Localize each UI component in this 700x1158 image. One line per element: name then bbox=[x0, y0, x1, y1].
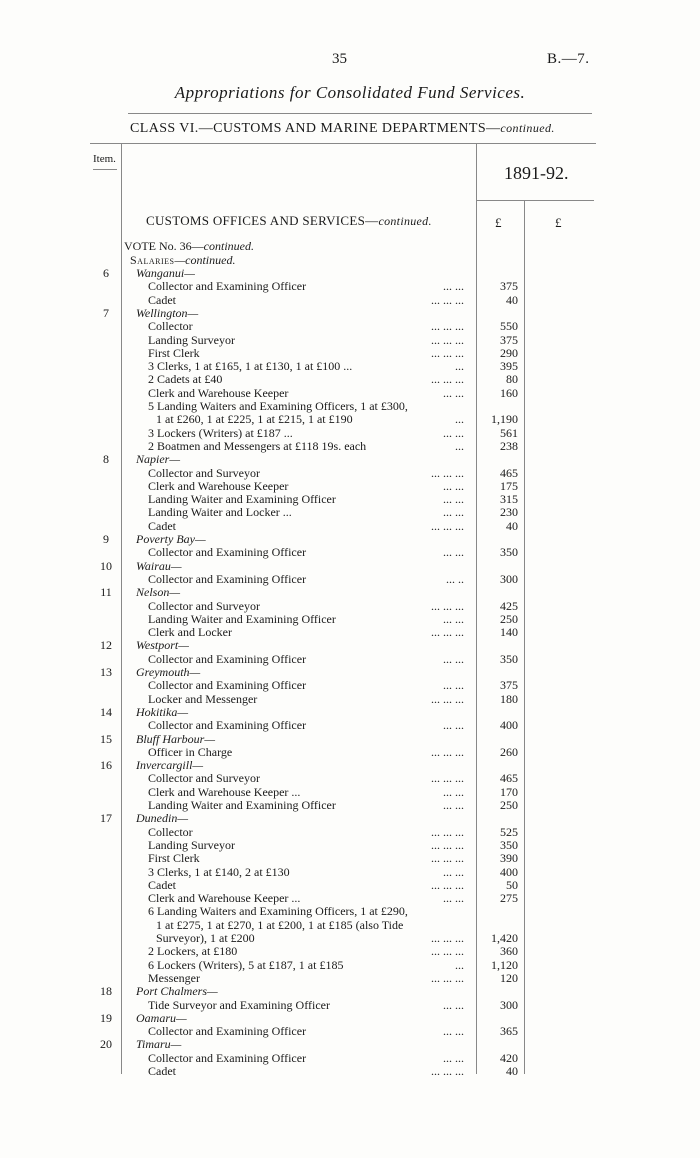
position-description: Clerk and Locker bbox=[148, 625, 232, 640]
item-column-header: Item. bbox=[93, 153, 116, 165]
item-row bbox=[0, 453, 700, 466]
item-row bbox=[0, 560, 700, 573]
item-row bbox=[0, 1012, 700, 1025]
leader-dots: ... ... ... bbox=[431, 877, 464, 892]
leader-dots: ... bbox=[455, 957, 464, 972]
table-row bbox=[0, 719, 700, 732]
position-description: Clerk and Warehouse Keeper bbox=[148, 385, 289, 400]
table-row bbox=[0, 879, 700, 892]
position-description: 6 Landing Waiters and Examining Officers, 1 at £290, bbox=[148, 904, 408, 919]
leader-dots: ... bbox=[455, 412, 464, 427]
station-name: Westport— bbox=[136, 638, 189, 653]
station-name: Wellington— bbox=[136, 305, 199, 320]
salary-amount: 425 bbox=[500, 598, 518, 613]
item-row bbox=[0, 267, 700, 280]
salary-amount: 260 bbox=[500, 744, 518, 759]
item-number: 14 bbox=[100, 704, 112, 719]
table-row bbox=[0, 600, 700, 613]
position-description: Landing Waiter and Examining Officer bbox=[148, 611, 336, 626]
position-description: Cadet bbox=[148, 1064, 176, 1078]
class-heading bbox=[130, 121, 555, 137]
salary-amount: 40 bbox=[506, 1064, 518, 1078]
salary-amount: 1,120 bbox=[491, 957, 518, 972]
item-row bbox=[0, 1038, 700, 1051]
leader-dots: ... ... ... bbox=[431, 851, 464, 866]
position-description: Collector and Examining Officer bbox=[148, 678, 307, 693]
leader-dots: ... ... ... bbox=[431, 931, 464, 945]
leader-dots: ... ... bbox=[443, 505, 464, 520]
position-description: 1 at £260, 1 at £225, 1 at £215, 1 at £190 bbox=[156, 412, 353, 427]
salary-amount: 290 bbox=[500, 345, 518, 360]
table-row bbox=[0, 626, 700, 639]
position-description: 5 Landing Waiters and Examining Officers, 1 at £300, bbox=[148, 399, 408, 413]
leader-dots: ... ... ... bbox=[431, 332, 464, 347]
table-row bbox=[0, 573, 700, 586]
station-name: Invercargill— bbox=[136, 758, 204, 773]
leader-dots: ... ... ... bbox=[431, 598, 464, 613]
table-row bbox=[0, 467, 700, 480]
title-rule bbox=[128, 113, 592, 114]
station-name: Wairau— bbox=[136, 558, 182, 573]
salary-amount: 350 bbox=[500, 545, 518, 560]
station-name: Oamaru— bbox=[136, 1010, 187, 1025]
salary-amount: 1,420 bbox=[491, 931, 518, 945]
salary-amount: 465 bbox=[500, 465, 518, 480]
position-description: Landing Waiter and Locker ... bbox=[148, 505, 292, 520]
position-description: Clerk and Warehouse Keeper ... bbox=[148, 891, 301, 906]
table-row bbox=[0, 999, 700, 1012]
item-row bbox=[0, 586, 700, 599]
position-description: Collector and Examining Officer bbox=[148, 718, 307, 733]
table-row bbox=[0, 959, 700, 972]
leader-dots: ... ... bbox=[443, 1024, 464, 1039]
salary-amount: 350 bbox=[500, 651, 518, 666]
table-row bbox=[0, 413, 700, 426]
table-row bbox=[0, 294, 700, 307]
class-rule bbox=[90, 143, 596, 144]
leader-dots: ... ... bbox=[443, 718, 464, 733]
salary-amount: 550 bbox=[500, 319, 518, 334]
position-description: Collector and Examining Officer bbox=[148, 279, 307, 294]
table-row bbox=[0, 919, 700, 932]
leader-dots: ... ... ... bbox=[431, 1064, 464, 1078]
currency-symbol-detail: £ bbox=[495, 215, 502, 230]
item-number: 6 bbox=[103, 266, 109, 280]
station-name: Dunedin— bbox=[136, 811, 188, 826]
salary-amount: 375 bbox=[500, 279, 518, 294]
salary-amount: 400 bbox=[500, 864, 518, 879]
salary-amount: 390 bbox=[500, 851, 518, 866]
salary-amount: 180 bbox=[500, 691, 518, 706]
table-row bbox=[0, 613, 700, 626]
item-row bbox=[0, 706, 700, 719]
class-heading-text: CLASS VI.—CUSTOMS AND MARINE DEPARTMENTS— bbox=[130, 121, 501, 136]
document-reference: B.—7. bbox=[547, 51, 590, 67]
position-description: Landing Surveyor bbox=[148, 837, 235, 852]
leader-dots: ... ... ... bbox=[431, 691, 464, 706]
table-row bbox=[0, 826, 700, 839]
leader-dots: ... bbox=[455, 359, 464, 374]
table-row bbox=[0, 546, 700, 559]
table-row bbox=[0, 1052, 700, 1065]
item-number: 18 bbox=[100, 984, 112, 999]
item-row bbox=[0, 307, 700, 320]
leader-dots: ... ... bbox=[443, 279, 464, 294]
leader-dots: ... ... bbox=[443, 997, 464, 1012]
table-row bbox=[0, 945, 700, 958]
station-name: Poverty Bay— bbox=[136, 532, 206, 546]
leader-dots: ... ... bbox=[443, 864, 464, 879]
item-row bbox=[0, 759, 700, 772]
salary-amount: 230 bbox=[500, 505, 518, 520]
page-number: 35 bbox=[332, 51, 347, 67]
position-description: Locker and Messenger bbox=[148, 691, 258, 706]
position-description: Collector and Examining Officer bbox=[148, 545, 307, 560]
salary-amount: 250 bbox=[500, 798, 518, 812]
table-row bbox=[0, 400, 700, 413]
table-row bbox=[0, 786, 700, 799]
item-number: 13 bbox=[100, 665, 112, 679]
leader-dots: ... bbox=[455, 438, 464, 453]
salary-amount: 561 bbox=[500, 425, 518, 440]
position-description: Collector and Examining Officer bbox=[148, 571, 307, 586]
position-description: 2 Lockers, at £180 bbox=[148, 944, 238, 959]
table-row bbox=[0, 972, 700, 985]
salary-amount: 120 bbox=[500, 970, 518, 985]
position-description: Landing Surveyor bbox=[148, 332, 235, 347]
leader-dots: ... ... ... bbox=[431, 944, 464, 959]
table-row bbox=[0, 506, 700, 519]
item-number: 9 bbox=[103, 532, 109, 546]
leader-dots: ... ... ... bbox=[431, 372, 464, 387]
salary-amount: 365 bbox=[500, 1024, 518, 1039]
position-description: 3 Clerks, 1 at £140, 2 at £130 bbox=[148, 864, 290, 879]
station-name: Nelson— bbox=[136, 585, 181, 600]
salary-amount: 175 bbox=[500, 478, 518, 493]
leader-dots: ... ... bbox=[443, 611, 464, 626]
section-heading-continued: continued. bbox=[378, 214, 432, 228]
table-row bbox=[0, 493, 700, 506]
leader-dots: ... ... bbox=[443, 891, 464, 906]
table-row bbox=[0, 440, 700, 453]
table-row bbox=[0, 932, 700, 945]
table-row bbox=[0, 520, 700, 533]
leader-dots: ... ... bbox=[443, 798, 464, 812]
salary-amount: 360 bbox=[500, 944, 518, 959]
station-name: Greymouth— bbox=[136, 665, 201, 679]
position-description: Collector and Surveyor bbox=[148, 771, 260, 786]
position-description: First Clerk bbox=[148, 851, 200, 866]
position-description: Collector bbox=[148, 824, 193, 839]
salary-amount: 400 bbox=[500, 718, 518, 733]
position-description: 2 Cadets at £40 bbox=[148, 372, 223, 387]
salary-amount: 420 bbox=[500, 1050, 518, 1065]
leader-dots: ... ... ... bbox=[431, 837, 464, 852]
table-row bbox=[0, 892, 700, 905]
position-description: Collector and Surveyor bbox=[148, 465, 260, 480]
salary-amount: 465 bbox=[500, 771, 518, 786]
salary-amount: 315 bbox=[500, 492, 518, 507]
item-number: 10 bbox=[100, 558, 112, 573]
item-row bbox=[0, 533, 700, 546]
salary-amount: 50 bbox=[506, 877, 518, 892]
salary-amount: 395 bbox=[500, 359, 518, 374]
position-description: Cadet bbox=[148, 292, 176, 307]
item-number: 8 bbox=[103, 452, 109, 467]
position-description: Clerk and Warehouse Keeper bbox=[148, 478, 289, 493]
position-description: 3 Clerks, 1 at £165, 1 at £130, 1 at £100 ... bbox=[148, 359, 353, 374]
position-description: Landing Waiter and Examining Officer bbox=[148, 798, 336, 812]
table-row bbox=[0, 693, 700, 706]
currency-symbol-total: £ bbox=[555, 215, 562, 230]
position-description: Collector bbox=[148, 319, 193, 334]
item-number: 16 bbox=[100, 758, 112, 773]
salary-amount: 40 bbox=[506, 292, 518, 307]
position-description: Surveyor), 1 at £200 bbox=[156, 931, 255, 945]
vote-line bbox=[124, 239, 254, 254]
leader-dots: ... ... bbox=[443, 492, 464, 507]
salary-amount: 275 bbox=[500, 891, 518, 906]
leader-dots: ... ... bbox=[443, 1050, 464, 1065]
item-number: 11 bbox=[100, 585, 112, 600]
salary-amount: 300 bbox=[500, 571, 518, 586]
salary-amount: 300 bbox=[500, 997, 518, 1012]
table-row bbox=[0, 1065, 700, 1078]
position-description: Messenger bbox=[148, 970, 200, 985]
table-row bbox=[0, 679, 700, 692]
item-row bbox=[0, 985, 700, 998]
vote-continued: continued. bbox=[203, 239, 254, 253]
item-number: 12 bbox=[100, 638, 112, 653]
year-column-header: 1891-92. bbox=[504, 163, 569, 183]
station-name: Hokitika— bbox=[136, 704, 188, 719]
item-number: 19 bbox=[100, 1010, 112, 1025]
salary-amount: 140 bbox=[500, 625, 518, 640]
position-description: 6 Lockers (Writers), 5 at £187, 1 at £185 bbox=[148, 957, 344, 972]
station-name: Wanganui— bbox=[136, 266, 195, 280]
salary-amount: 1,190 bbox=[491, 412, 518, 427]
leader-dots: ... ... ... bbox=[431, 771, 464, 786]
table-row bbox=[0, 653, 700, 666]
salary-amount: 250 bbox=[500, 611, 518, 626]
salary-amount: 350 bbox=[500, 837, 518, 852]
salary-amount: 170 bbox=[500, 784, 518, 799]
table-row bbox=[0, 1025, 700, 1038]
leader-dots: ... ... ... bbox=[431, 744, 464, 759]
leader-dots: ... ... ... bbox=[431, 625, 464, 640]
salary-amount: 40 bbox=[506, 518, 518, 533]
leader-dots: ... ... bbox=[443, 651, 464, 666]
item-number: 20 bbox=[100, 1037, 112, 1052]
table-row bbox=[0, 852, 700, 865]
leader-dots: ... ... bbox=[443, 545, 464, 560]
table-row bbox=[0, 360, 700, 373]
leader-dots: ... ... bbox=[443, 478, 464, 493]
leader-dots: ... ... ... bbox=[431, 465, 464, 480]
year-header-rule bbox=[476, 200, 594, 201]
table-row bbox=[0, 387, 700, 400]
item-row bbox=[0, 666, 700, 679]
position-description: Clerk and Warehouse Keeper ... bbox=[148, 784, 301, 799]
item-number: 15 bbox=[100, 731, 112, 746]
section-heading-text: CUSTOMS OFFICES AND SERVICES— bbox=[146, 213, 379, 228]
leader-dots: ... .. bbox=[446, 571, 464, 586]
salaries-label: Salaries bbox=[130, 253, 175, 267]
table-row bbox=[0, 799, 700, 812]
table-row bbox=[0, 320, 700, 333]
station-name: Bluff Harbour— bbox=[136, 731, 216, 746]
salary-amount: 238 bbox=[500, 438, 518, 453]
table-row bbox=[0, 772, 700, 785]
item-row bbox=[0, 812, 700, 825]
item-number: 7 bbox=[103, 305, 109, 320]
station-name: Timaru— bbox=[136, 1037, 182, 1052]
table-row bbox=[0, 427, 700, 440]
position-description: 3 Lockers (Writers) at £187 ... bbox=[148, 425, 293, 440]
position-description: 1 at £275, 1 at £270, 1 at £200, 1 at £185 (also Tide bbox=[156, 917, 404, 932]
table-row bbox=[0, 480, 700, 493]
leader-dots: ... ... ... bbox=[431, 824, 464, 839]
page-title: Appropriations for Consolidated Fund Services. bbox=[174, 83, 526, 102]
position-description: Collector and Surveyor bbox=[148, 598, 260, 613]
leader-dots: ... ... bbox=[443, 385, 464, 400]
position-description: Collector and Examining Officer bbox=[148, 1050, 307, 1065]
table-row bbox=[0, 839, 700, 852]
salary-amount: 525 bbox=[500, 824, 518, 839]
section-heading bbox=[146, 213, 432, 229]
table-row bbox=[0, 347, 700, 360]
leader-dots: ... ... bbox=[443, 784, 464, 799]
position-description: Officer in Charge bbox=[148, 744, 233, 759]
salary-amount: 375 bbox=[500, 678, 518, 693]
leader-dots: ... ... ... bbox=[431, 319, 464, 334]
leader-dots: ... ... bbox=[443, 678, 464, 693]
position-description: Cadet bbox=[148, 518, 176, 533]
table-row bbox=[0, 866, 700, 879]
leader-dots: ... ... bbox=[443, 425, 464, 440]
position-description: First Clerk bbox=[148, 345, 200, 360]
leader-dots: ... ... ... bbox=[431, 345, 464, 360]
table-row bbox=[0, 746, 700, 759]
table-row bbox=[0, 905, 700, 918]
table-row bbox=[0, 373, 700, 386]
position-description: Tide Surveyor and Examining Officer bbox=[148, 997, 330, 1012]
salary-amount: 80 bbox=[506, 372, 518, 387]
table-row bbox=[0, 334, 700, 347]
position-description: Collector and Examining Officer bbox=[148, 1024, 307, 1039]
position-description: Cadet bbox=[148, 877, 176, 892]
leader-dots: ... ... ... bbox=[431, 970, 464, 985]
item-header-underline bbox=[93, 169, 117, 170]
salary-amount: 160 bbox=[500, 385, 518, 400]
class-heading-continued: continued. bbox=[500, 121, 555, 135]
salary-amount: 375 bbox=[500, 332, 518, 347]
item-row bbox=[0, 639, 700, 652]
item-number: 17 bbox=[100, 811, 112, 826]
position-description: Collector and Examining Officer bbox=[148, 651, 307, 666]
leader-dots: ... ... ... bbox=[431, 518, 464, 533]
salaries-continued: —continued. bbox=[174, 253, 236, 267]
station-name: Napier— bbox=[136, 452, 181, 467]
table-row bbox=[0, 280, 700, 293]
leader-dots: ... ... ... bbox=[431, 292, 464, 307]
vote-label: VOTE No. 36— bbox=[124, 239, 204, 253]
station-name: Port Chalmers— bbox=[136, 984, 218, 999]
position-description: Landing Waiter and Examining Officer bbox=[148, 492, 336, 507]
item-row bbox=[0, 733, 700, 746]
position-description: 2 Boatmen and Messengers at £118 19s. each bbox=[148, 438, 367, 453]
